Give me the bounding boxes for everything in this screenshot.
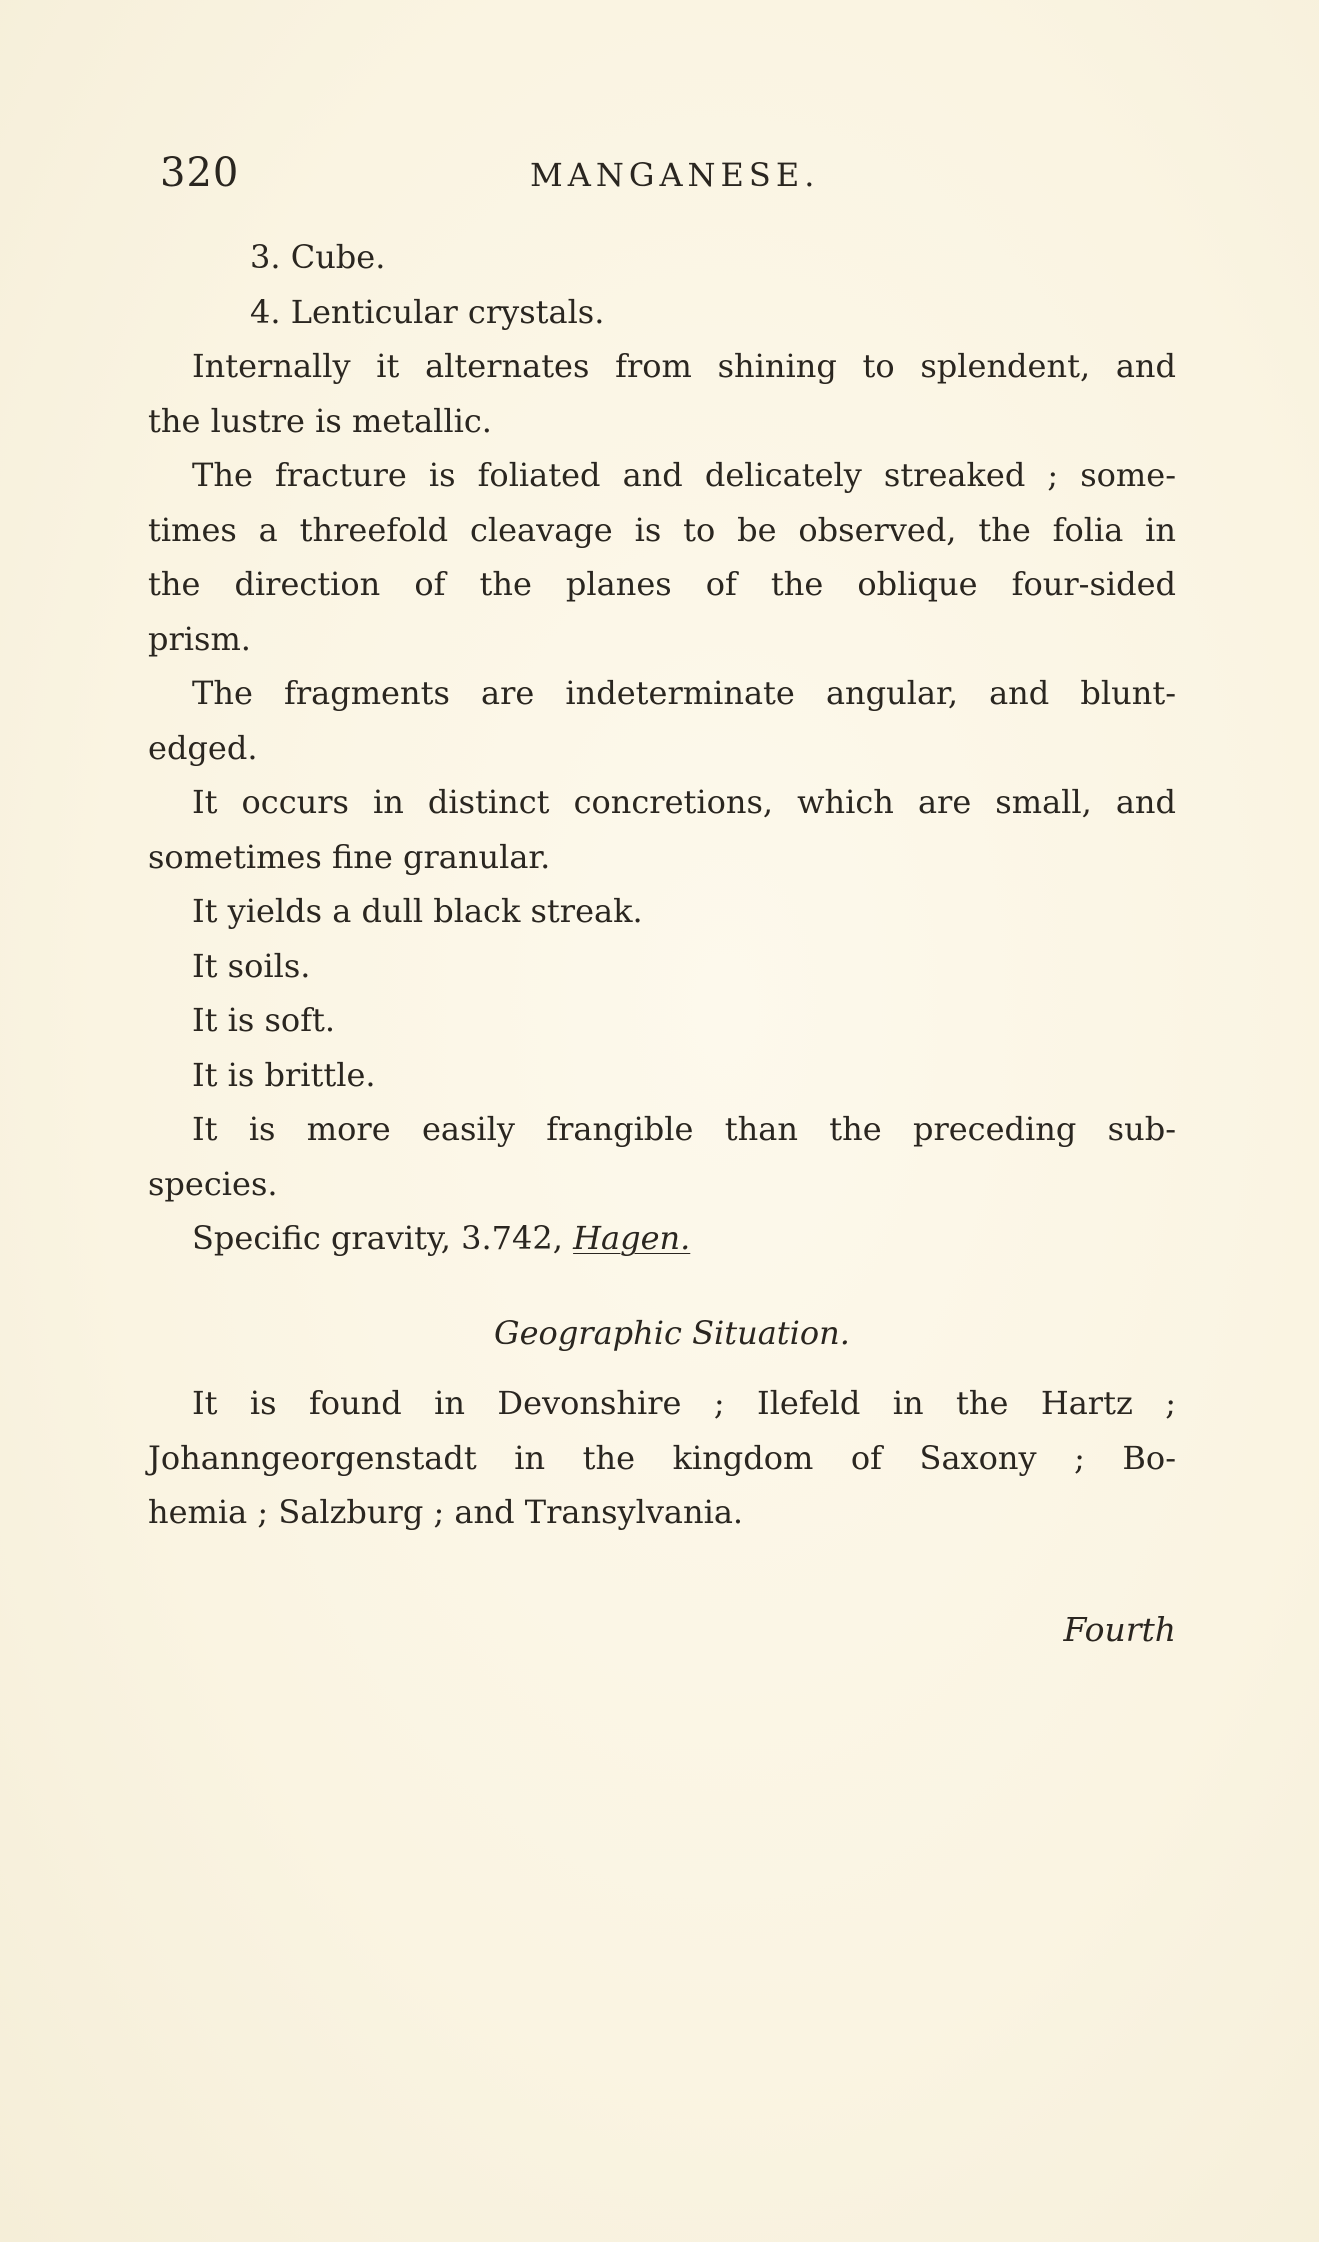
- text-line: Internally it alternates from shining to splendent, and: [192, 347, 1176, 385]
- list-item-lenticular: 4. Lenticular crystals.: [250, 292, 605, 331]
- spacer: [148, 1360, 1176, 1376]
- text-line: times a threefold cleavage is to be observed, the folia in: [148, 510, 1176, 549]
- text-line: The fragments are indeterminate angular, and blunt-: [192, 674, 1176, 712]
- section-heading: Geographic Situation.: [494, 1313, 850, 1352]
- catchword: Fourth: [1063, 1610, 1176, 1649]
- list-item-cube: 3. Cube.: [250, 238, 386, 276]
- text-line: sometimes fine granular.: [148, 837, 551, 876]
- text-line: edged.: [148, 728, 258, 767]
- situation-line: It is found in Devonshire ; Ilefeld in the Hartz ;: [192, 1384, 1176, 1422]
- text-line: the direction of the planes of the oblique four-sided: [148, 565, 1176, 603]
- text-line: It yields a dull black streak.: [192, 892, 643, 930]
- running-head: MANGANESE.: [530, 156, 820, 194]
- specific-gravity-line: [148, 1211, 1176, 1266]
- situation-line: Johanngeorgenstadt in the kingdom of Saxony ; Bo-: [148, 1438, 1176, 1477]
- text-line: The fracture is foliated and delicately streaked ; some-: [192, 456, 1176, 494]
- text-line: prism.: [148, 619, 251, 658]
- text-line: species.: [148, 1164, 278, 1203]
- page-number: 320: [160, 150, 240, 196]
- text-line: It is soft.: [192, 1001, 336, 1039]
- specific-gravity-text: Specific gravity, 3.742,: [192, 1219, 563, 1257]
- text-line: the lustre is metallic.: [148, 401, 492, 440]
- text-line: It is more easily frangible than the preceding sub-: [192, 1110, 1176, 1148]
- body-text: [148, 230, 1176, 1540]
- specific-gravity-source: Hagen.: [573, 1219, 691, 1257]
- spacer: [148, 1266, 1176, 1306]
- text-line: It soils.: [192, 946, 311, 985]
- text-line: It is brittle.: [192, 1055, 376, 1094]
- situation-line: hemia ; Salzburg ; and Transylvania.: [148, 1493, 744, 1531]
- page-header: [160, 150, 1160, 200]
- text-line: It occurs in distinct concretions, which are small, and: [192, 783, 1176, 821]
